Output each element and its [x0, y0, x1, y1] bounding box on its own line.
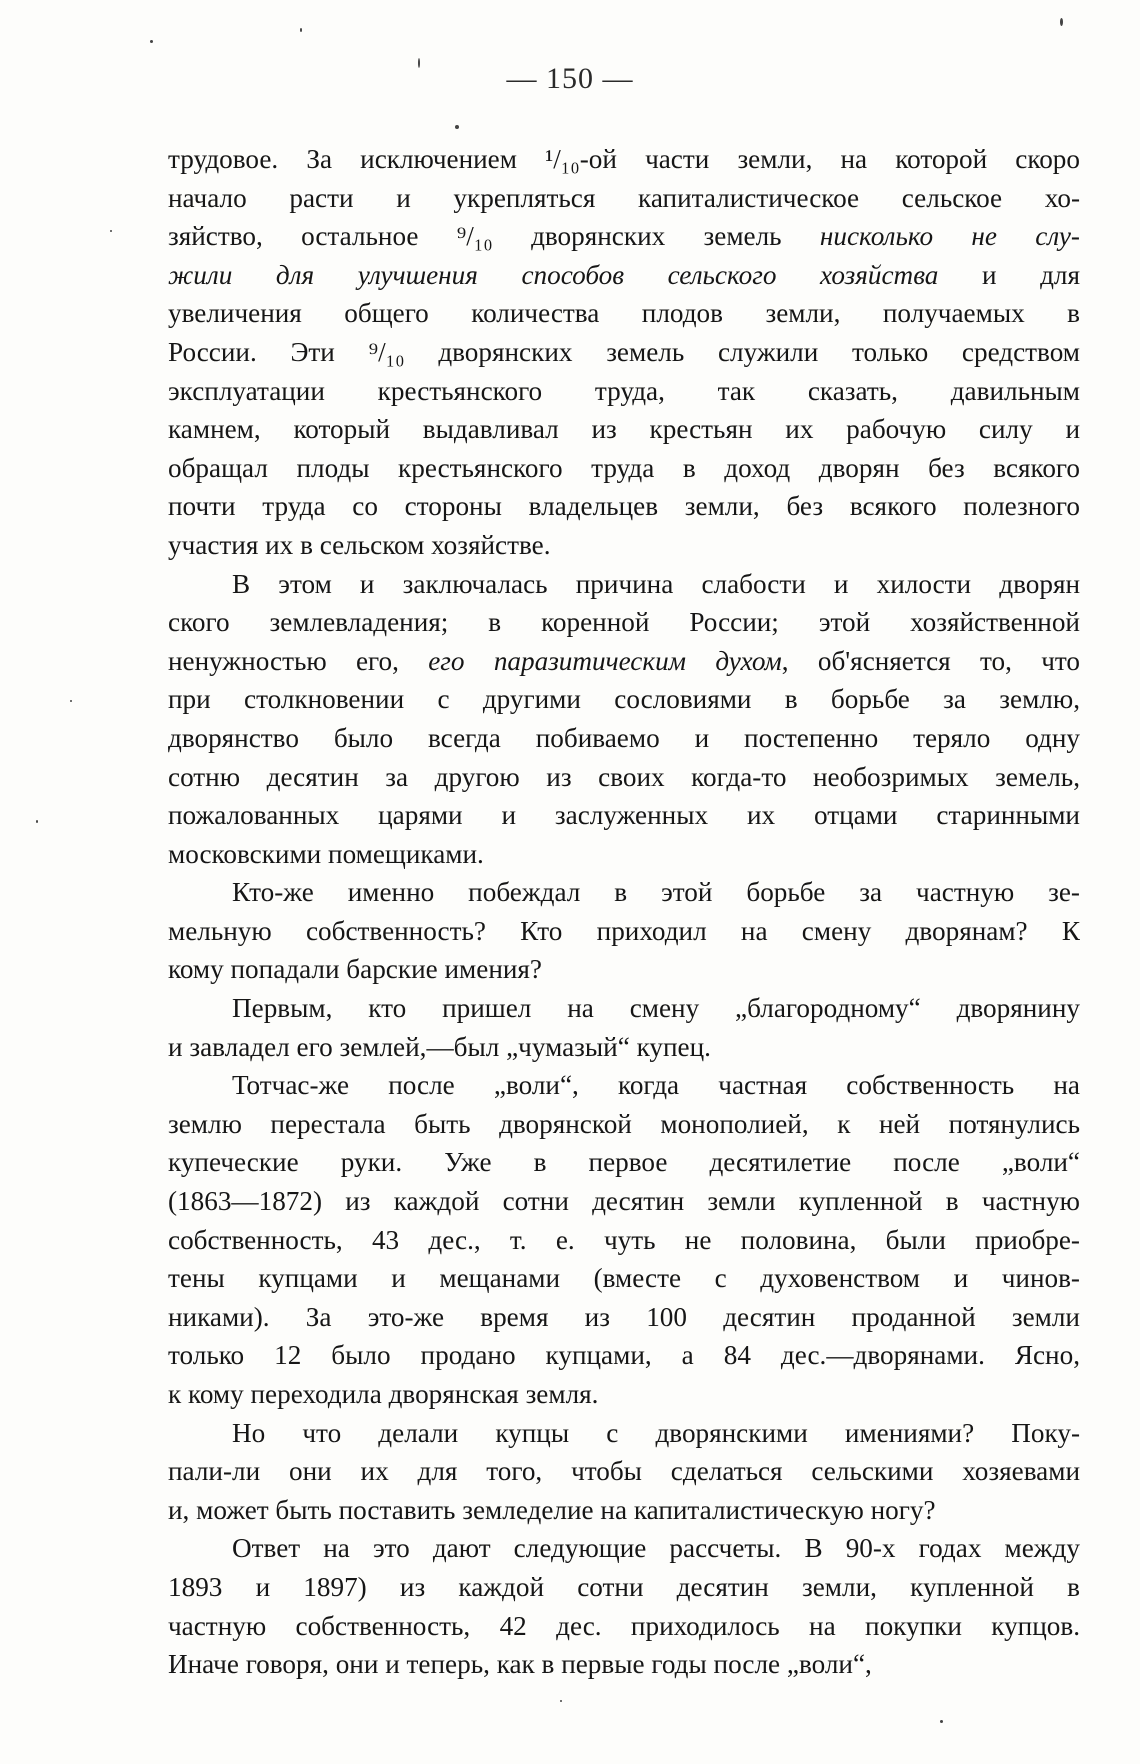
- scan-speck: [455, 125, 459, 129]
- text-line: пали-ли они их для того, чтобы сделаться сельскими хозяевами: [168, 1456, 1080, 1487]
- scan-speck: [560, 1700, 562, 1702]
- page-number: — 150 —: [506, 62, 634, 95]
- text-line: московскими помещиками.: [168, 838, 484, 869]
- text-line: России. Эти ⁹/₁₀ дворянских земель служили только средством: [168, 336, 1080, 367]
- text-line: тены купцами и мещанами (вместе с духовенством и чинов-: [168, 1263, 1080, 1294]
- scan-speck: [150, 40, 153, 43]
- paragraph: [168, 1414, 1080, 1530]
- text-line: никами). За это-же время из 100 десятин проданной земли: [168, 1301, 1080, 1332]
- text-line: Иначе говоря, они и теперь, как в первые годы после „воли“,: [168, 1649, 872, 1680]
- text-line: собственность, 43 дес., т. е. чуть не половина, были приобре-: [168, 1224, 1080, 1255]
- text-line: при столкновении с другими сословиями в борьбе за землю,: [168, 684, 1080, 715]
- text-line: купеческие руки. Уже в первое десятилетие после „воли“: [168, 1147, 1080, 1178]
- scan-speck: [70, 700, 72, 702]
- text-line: Кто-же именно побеждал в этой борьбе за частную зе-: [232, 877, 1080, 908]
- text-line: эксплуатации крестьянского труда, так сказать, давильным: [168, 375, 1080, 406]
- text-line: почти труда со стороны владельцев земли, без всякого полезного: [168, 491, 1080, 522]
- text-line: и завладел его землей,—был „чумазый“ купец.: [168, 1031, 711, 1062]
- text-line: Первым, кто пришел на смену „благородному“ дворянину: [232, 993, 1080, 1024]
- text-line: только 12 было продано купцами, а 84 дес.—дворянами. Ясно,: [168, 1340, 1080, 1371]
- text-line: и, может быть поставить земледелие на капиталистическую ногу?: [168, 1494, 936, 1525]
- text-line: трудовое. За исключением ¹/₁₀-ой части земли, на которой скоро: [168, 144, 1080, 174]
- text-line: дворянство было всегда побиваемо и постепенно теряло одну: [168, 722, 1080, 753]
- paragraph: [168, 565, 1080, 874]
- paragraph: [168, 873, 1080, 989]
- text-line: землю перестала быть дворянской монополией, к ней потянулись: [168, 1108, 1080, 1139]
- text-line: жили для улучшения способов сельского хозяйства и для: [168, 259, 1080, 290]
- text-line: кому попадали барские имения?: [168, 954, 542, 985]
- paragraph: [168, 140, 1080, 565]
- body-text: [168, 140, 1080, 1684]
- paragraph: [168, 1066, 1080, 1413]
- text-line: Но что делали купцы с дворянскими имениями? Поку-: [232, 1417, 1080, 1448]
- text-line: ненужностью его, его паразитическим духом, об'ясняется то, что: [168, 645, 1080, 676]
- text-line: Ответ на это дают следующие рассчеты. В 90-х годах между: [232, 1533, 1080, 1564]
- text-line: Тотчас-же после „воли“, когда частная собственность на: [232, 1070, 1080, 1101]
- text-line: В этом и заключалась причина слабости и хилости дворян: [232, 568, 1080, 599]
- text-line: камнем, который выдавливал из крестьян их рабочую силу и: [168, 414, 1080, 445]
- text-line: пожалованных царями и заслуженных их отцами старинными: [168, 800, 1080, 831]
- text-line: к кому переходила дворянская земля.: [168, 1379, 599, 1409]
- text-line: частную собственность, 42 дес. приходилось на покупки купцов.: [168, 1610, 1080, 1641]
- paragraph: [168, 1529, 1080, 1683]
- text-line: (1863—1872) из каждой сотни десятин земли купленной в частную: [168, 1186, 1080, 1217]
- text-line: мельную собственность? Кто приходил на смену дворянам? К: [168, 915, 1080, 946]
- paragraph: [168, 989, 1080, 1066]
- text-line: сотню десятин за другою из своих когда-то необозримых земель,: [168, 761, 1080, 792]
- scan-speck: [36, 820, 38, 823]
- text-line: 1893 и 1897) из каждой сотни десятин земли, купленной в: [168, 1571, 1080, 1602]
- text-line: начало расти и укрепляться капиталистическое сельское хо-: [168, 182, 1080, 213]
- text-line: зяйство, остальное ⁹/₁₀ дворянских земель нисколько не слу-: [168, 221, 1080, 252]
- text-line: обращал плоды крестьянского труда в доход дворян без всякого: [168, 452, 1080, 483]
- text-line: увеличения общего количества плодов земли, получаемых в: [168, 298, 1080, 329]
- scan-speck: [110, 230, 112, 232]
- text-line: участия их в сельском хозяйстве.: [168, 529, 551, 560]
- scan-speck: [940, 1720, 943, 1723]
- scan-speck: [418, 58, 420, 68]
- scan-speck: [300, 28, 302, 32]
- scan-speck: [1060, 18, 1063, 26]
- text-line: ского землевладения; в коренной России; этой хозяйственной: [168, 607, 1080, 638]
